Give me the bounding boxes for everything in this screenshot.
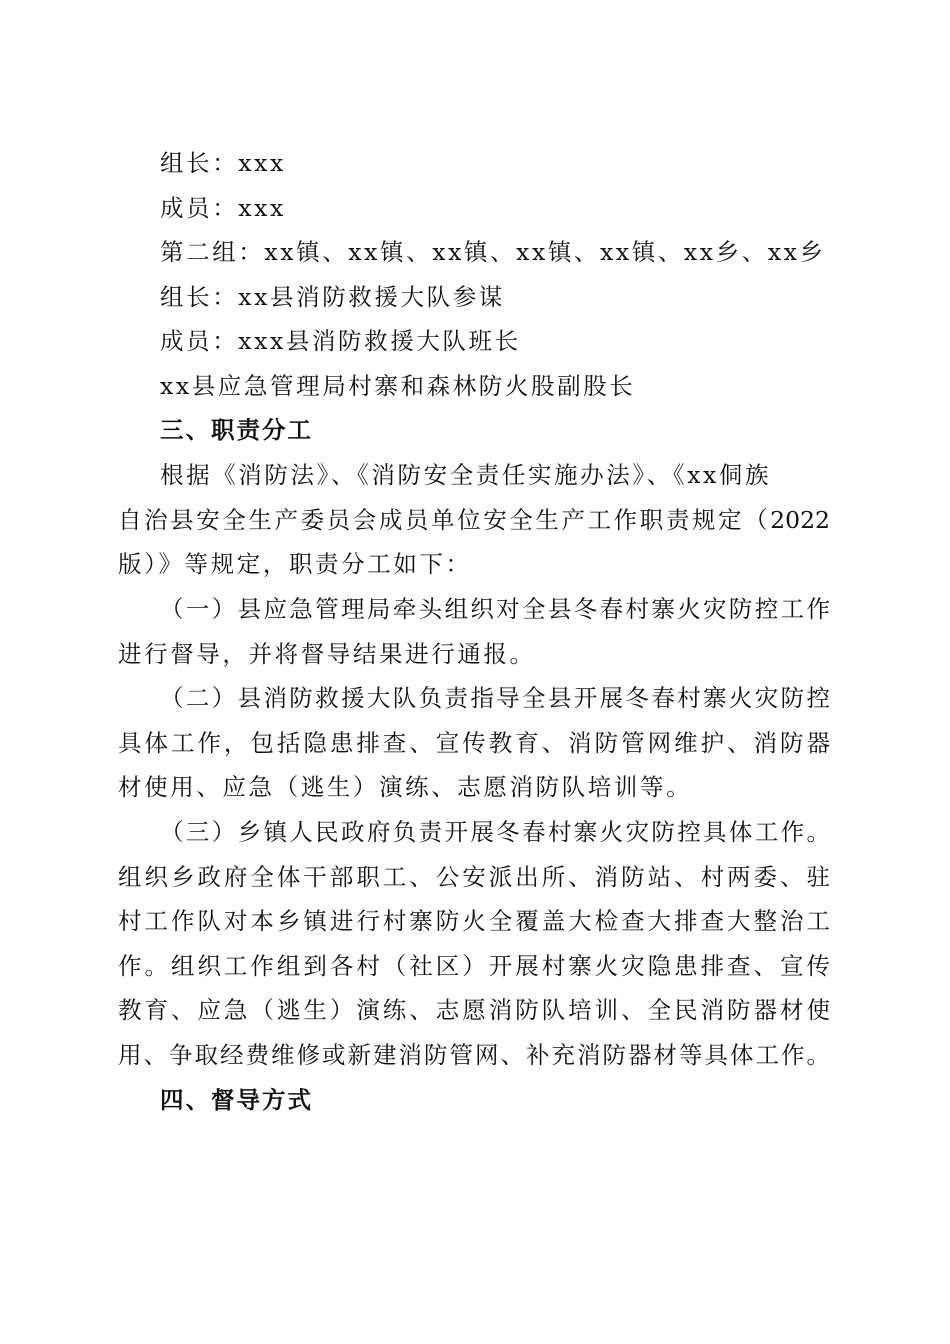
group2-leader: 组长：xx县消防救援大队参谋	[160, 283, 505, 311]
item3-line-4: 作。组织工作组到各村（社区）开展村寨火灾隐患排查、宣传	[118, 952, 830, 980]
group2-title: 第二组：xx镇、xx镇、xx镇、xx镇、xx镇、xx乡、xx乡	[160, 238, 826, 266]
item1-line-2: 进行督导，并将督导结果进行通报。	[118, 640, 536, 668]
group1-leader: 组长：xxx	[160, 149, 286, 177]
section4-heading: 四、督导方式	[160, 1086, 313, 1114]
section3-intro-line-2: 自治县安全生产委员会成员单位安全生产工作职责规定（2022	[118, 506, 830, 534]
item3-line-6: 用、争取经费维修或新建消防管网、补充消防器材等具体工作。	[118, 1041, 830, 1069]
group1-member: 成员：xxx	[160, 194, 286, 222]
section3-intro-line-1: 根据《消防法》、《消防安全责任实施办法》、《xx侗族	[160, 461, 772, 489]
item3-line-3: 村工作队对本乡镇进行村寨防火全覆盖大检查大排查大整治工	[118, 907, 830, 935]
section3-heading: 三、职责分工	[160, 416, 313, 444]
item2-line-3: 材使用、应急（逃生）演练、志愿消防队培训等。	[118, 773, 693, 801]
group2-member-extra: xx县应急管理局村寨和森林防火股副股长	[160, 372, 636, 400]
item3-line-5: 教育、应急（逃生）演练、志愿消防队培训、全民消防器材使	[118, 996, 830, 1024]
item3-line-2: 组织乡政府全体干部职工、公安派出所、消防站、村两委、驻	[118, 863, 830, 891]
item2-line-2: 具体工作，包括隐患排查、宣传教育、消防管网维护、消防器	[118, 729, 830, 757]
item3-line-1: （三）乡镇人民政府负责开展冬春村寨火灾防控具体工作。	[160, 818, 830, 846]
item2-line-1: （二）县消防救援大队负责指导全县开展冬春村寨火灾防控	[160, 684, 830, 712]
group2-member: 成员：xxx县消防救援大队班长	[160, 327, 521, 355]
item1-line-1: （一）县应急管理局牵头组织对全县冬春村寨火灾防控工作	[160, 595, 830, 623]
section3-intro-line-3: 版）》等规定，职责分工如下：	[118, 550, 472, 578]
